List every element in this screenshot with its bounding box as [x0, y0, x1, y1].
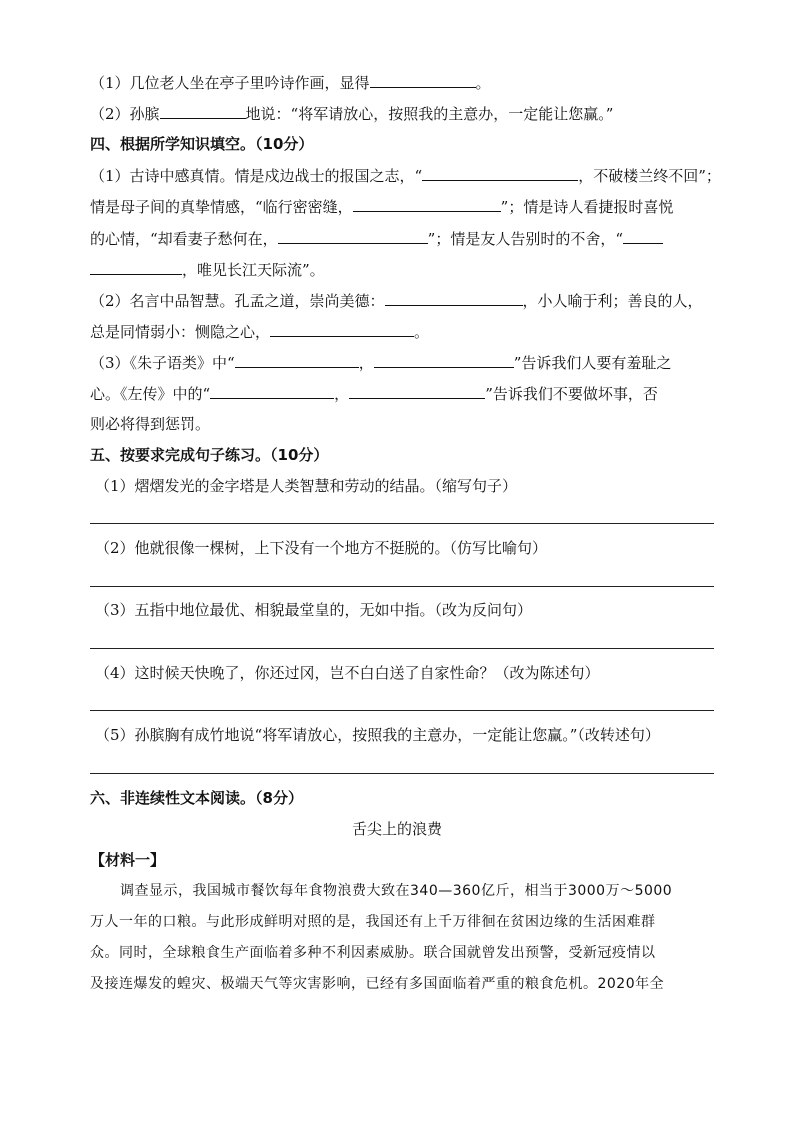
question-text: 。 — [414, 323, 430, 341]
answer-blank[interactable] — [370, 72, 476, 88]
section-4-heading: 四、根据所学知识填空。（10分） — [90, 135, 314, 153]
question-text: （3）《朱子语类》中“ — [90, 354, 235, 372]
question-4-3-line3: 则必将得到惩罚。 — [90, 415, 211, 433]
question-text: （2）名言中品智慧。孔孟之道，崇尚美德： — [90, 292, 385, 310]
question-text: 总是同情弱小：恻隐之心， — [90, 323, 271, 341]
answer-blank[interactable] — [422, 165, 578, 181]
question-text: （1）几位老人坐在亭子里吟诗作画，显得 — [90, 74, 370, 92]
question-4-1-line3 — [90, 228, 663, 248]
question-5-3: （3）五指中地位最优、相貌最堂皇的，无如中指。（改为反问句） — [95, 601, 533, 619]
question-text: ，唯见长江天际流”。 — [182, 261, 325, 279]
question-text: （1）古诗中感真情。情是戍边战士的报国之志，“ — [90, 167, 423, 185]
question-text: ，不破楼兰终不回”； — [578, 167, 721, 185]
paragraph-line-1: 调查显示，我国城市餐饮每年食物浪费大致在340—360亿斤，相当于3000万～5000 — [120, 883, 673, 899]
reading-title: 舌尖上的浪费 — [351, 820, 442, 838]
answer-line-5-1[interactable] — [90, 523, 714, 524]
question-4-2-line2 — [90, 321, 429, 341]
answer-blank[interactable] — [160, 103, 246, 119]
answer-blank[interactable] — [374, 352, 514, 368]
answer-blank[interactable] — [235, 352, 359, 368]
paragraph-line-4: 及接连爆发的蝗灾、极端天气等灾害影响，已经有多国面临着严重的粮食危机。2020年全 — [90, 976, 665, 992]
question-5-1: （1）熠熠发光的金字塔是人类智慧和劳动的结晶。（缩写句子） — [95, 477, 518, 495]
answer-blank[interactable] — [210, 383, 334, 399]
question-text: ，小人喻于利；善良的人， — [522, 292, 703, 310]
answer-blank[interactable] — [353, 196, 501, 212]
answer-line-5-4[interactable] — [90, 710, 714, 711]
question-4-1-line4 — [90, 259, 325, 279]
answer-blank[interactable] — [349, 383, 485, 399]
question-text: 。 — [475, 74, 491, 92]
question-4-1-line2 — [90, 196, 673, 216]
question-4-2-line1 — [90, 290, 703, 310]
answer-blank[interactable] — [623, 228, 663, 244]
question-5-4: （4）这时候天快晚了，你还过冈，岂不白白送了自家性命？（改为陈述句） — [95, 664, 600, 682]
question-text: ”告诉我们人要有羞耻之 — [513, 354, 672, 372]
question-text: ， — [358, 354, 374, 372]
question-5-5: （5）孙膑胸有成竹地说“将军请放心，按照我的主意办，一定能让您赢。”（改转述句） — [95, 726, 660, 744]
question-text: ”告诉我们不要做坏事，否 — [485, 385, 658, 403]
question-text: 情是母子间的真挚情感，“临行密密缝， — [90, 198, 353, 216]
answer-blank[interactable] — [278, 228, 428, 244]
answer-blank[interactable] — [385, 290, 523, 306]
material-label: 【材料一】 — [90, 851, 166, 869]
question-3-1 — [90, 72, 491, 92]
paragraph-line-2: 万人一年的口粮。与此形成鲜明对照的是，我国还有上千万徘徊在贫困边缘的生活困难群 — [90, 914, 656, 930]
question-text: （2）孙膑 — [90, 105, 160, 123]
question-5-2: （2）他就很像一棵树，上下没有一个地方不挺脱的。（仿写比喻句） — [95, 539, 548, 557]
answer-line-5-5[interactable] — [90, 773, 714, 774]
question-4-1-line1 — [90, 165, 721, 185]
paragraph-line-3: 众。同时，全球粮食生产面临着多种不利因素威胁。联合国就曾发出预警，受新冠疫情以 — [90, 945, 656, 961]
question-text: ”；情是友人告别时的不舍，“ — [427, 230, 624, 248]
section-5-heading: 五、按要求完成句子练习。（10分） — [90, 446, 329, 464]
answer-line-5-3[interactable] — [90, 648, 714, 649]
question-text: ， — [334, 385, 350, 403]
question-3-2 — [90, 103, 613, 123]
question-4-3-line1 — [90, 352, 671, 372]
question-text: 的心情，“却看妻子愁何在， — [90, 230, 278, 248]
question-text: ”；情是诗人看捷报时喜悦 — [500, 198, 674, 216]
answer-blank[interactable] — [90, 259, 182, 275]
question-4-3-line2 — [90, 383, 658, 403]
answer-blank[interactable] — [270, 321, 414, 337]
answer-line-5-2[interactable] — [90, 586, 714, 587]
question-text: 心。《左传》中的“ — [90, 385, 211, 403]
question-text: 地说：“将军请放心，按照我的主意办，一定能让您赢。” — [245, 105, 614, 123]
section-6-heading: 六、非连续性文本阅读。（8分） — [90, 789, 303, 807]
